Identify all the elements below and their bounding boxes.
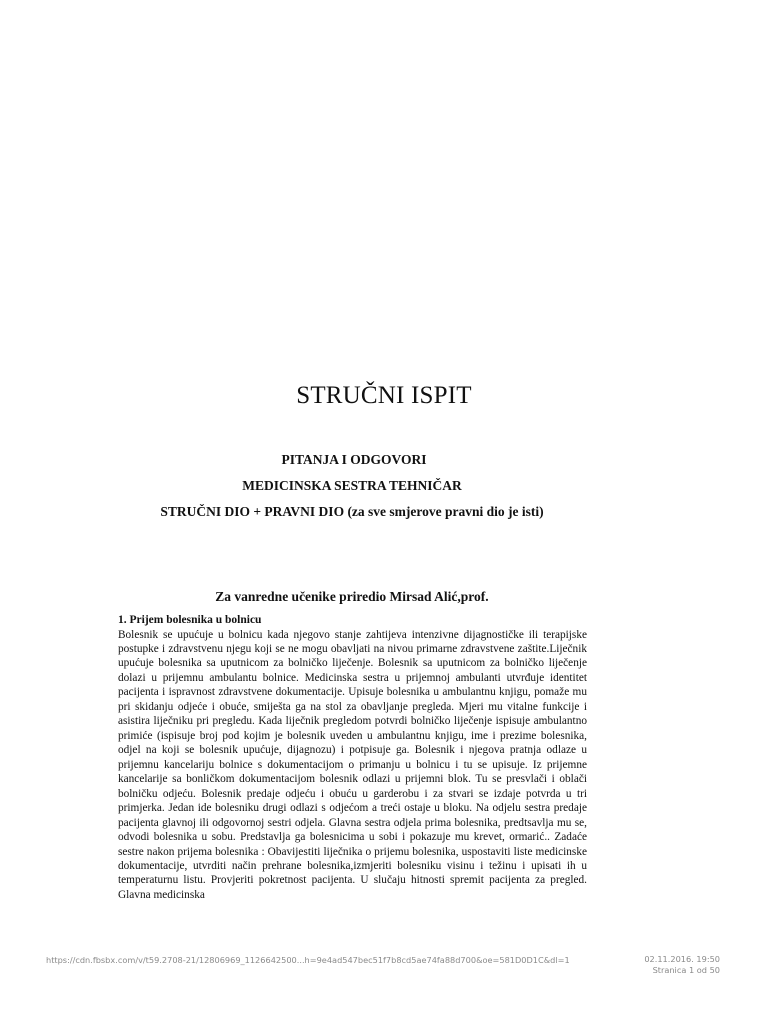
subtitle-parts: STRUČNI DIO + PRAVNI DIO (za sve smjerove pravni dio je isti) — [160, 504, 544, 519]
subtitle-questions-answers: PITANJA I ODGOVORI — [281, 452, 427, 467]
footer-timestamp: 02.11.2016. 19:50 — [644, 954, 720, 964]
author-line: Za vanredne učenike priredio Mirsad Alić,prof. — [215, 589, 489, 604]
section-1 — [118, 613, 587, 902]
footer-url: https://cdn.fbsbx.com/v/t59.2708-21/12806969_1126642500...h=9e4ad547bec51f7b8cd5ae74fa88d700&oe=581D0D1C&dl=1 — [46, 955, 570, 965]
subtitle-profession: MEDICINSKA SESTRA TEHNIČAR — [242, 478, 462, 493]
footer-page-number: Stranica 1 od 50 — [652, 965, 720, 975]
section-body: Bolesnik se upućuje u bolnicu kada njegovo stanje zahtijeva intenzivne dijagnostičke ili terapijske postupke i zdravstvenu njegu koji se ne mogu obavljati na nivou primarne zdravstvene zaštite.Liječnik upućuje bolesnika sa uputnicom za bolničko liječenje. Bolesnik sa uputnicom za bolničko liječenje dolazi u prijemnu ambulantu bolnice. Medicinska sestra u prijemnoj ambulanti utvrđuje identitet pacijenta i ispravnost zdravstvene dokumentacije. Upisuje bolesnika u ambulantnu knjigu, pomaže mu pri skidanju odjeće i obuće, smiješta ga na stol za obavljanje pregleda. Mjeri mu vitalne funkcije i asistira liječniku pri pregledu. Kada liječnik pregledom potvrdi bolničko liječenje ispisuje ambulantno primiće (ispisuje broj pod kojim je bolesnik uveden u ambulantnu knjigu, ime i prezime bolesnika, odjel na koji se bolesnik upućuje, dijagnozu) i potpisuje ga. Bolesnik i njegova pratnja odlaze u prijemnu kancelariju bolnice s dokumentacijom o primanju u bolnicu i tu se upisuje. Iz prijemne kancelarije sa bonličkom dokumentacijom bolesnik odlazi u prijemni blok. Tu se presvlači i oblači bolničku odjeću. Bolesnik predaje odjeću i obuću u garderobu i za stvari se izdaje potvrda u tri primjerka. Jedan ide bolesniku drugi odlazi s odjećom a treći ostaje u bloku. Na odjelu sestra predaje pacijenta glavnoj ili odgovornoj sestri odjela. Glavna sestra odjela prima bolesnika, predtsavlja mu se, odvodi bolesnika u sobu. Predstavlja ga bolesnicima u sobi i pokazuje mu krevet, ormarić.. Zadaće sestre nakon prijema bolesnika : Obavijestiti liječnika o prijemu bolesnika, uspostaviti liste medicinske dokumentacije, utvrditi način prehrane bolesnika,izmjeriti bolesniku visinu i težinu i upisati ih u temperaturnu listu. Provjeriti pokretnost pacijenta. U slučaju hitnosti spremit pacijenta za pregled. Glavna medicinska — [118, 628, 587, 901]
section-heading: 1. Prijem bolesnika u bolnicu — [118, 614, 262, 626]
footer-page-info — [644, 954, 720, 976]
document-title: STRUČNI ISPIT — [296, 382, 472, 409]
